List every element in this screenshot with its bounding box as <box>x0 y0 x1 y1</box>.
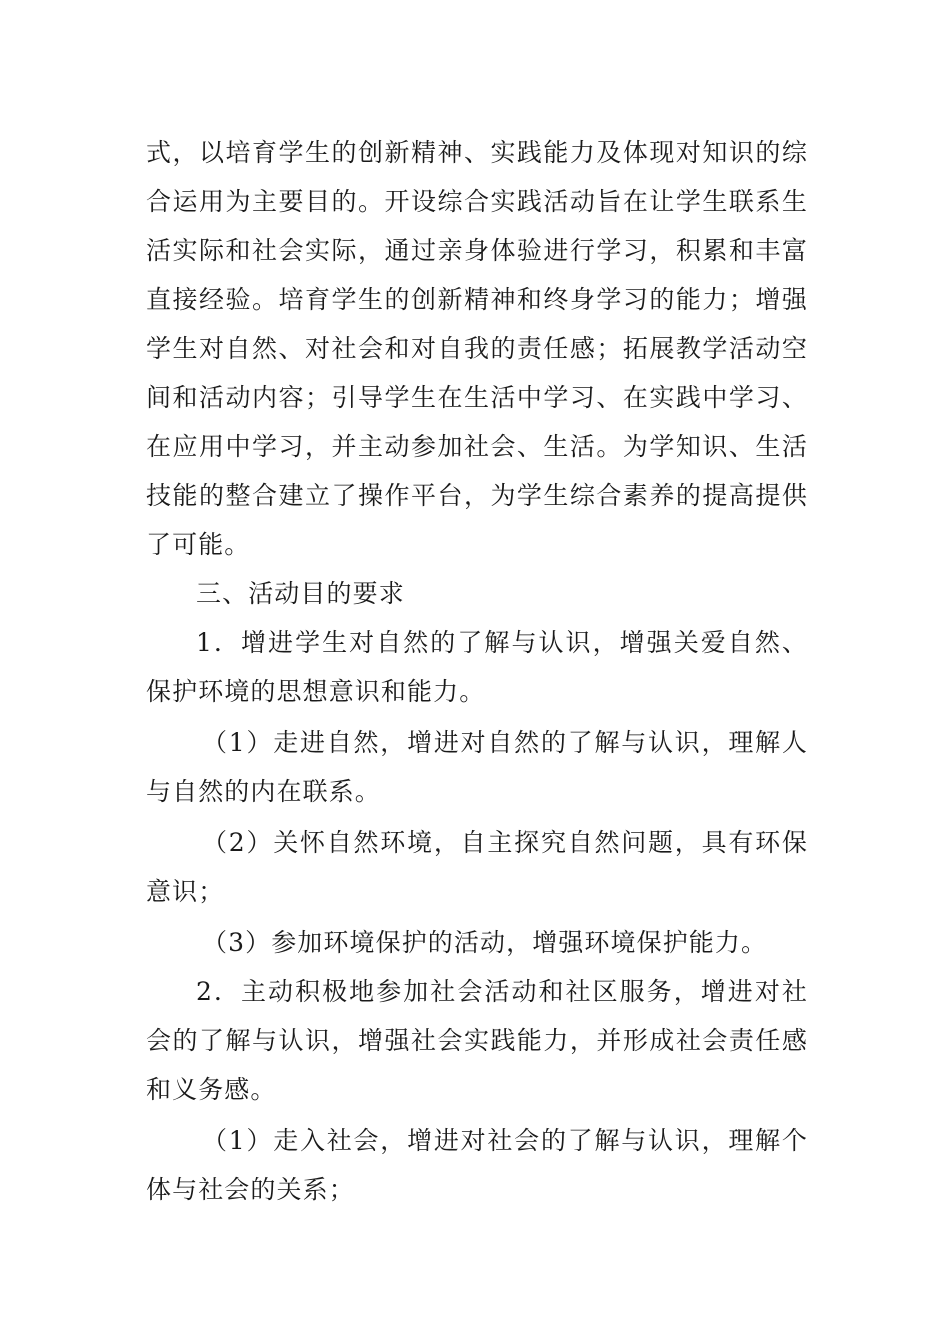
sub-item-1-3: （3）参加环境保护的活动，增强环境保护能力。 <box>202 928 768 957</box>
document-body <box>146 128 808 1214</box>
sub-item-2-1: （1）走入社会，增进对社会的了解与认识，理解个体与社会的关系； <box>146 1126 808 1204</box>
section-heading: 三、活动目的要求 <box>196 579 405 608</box>
sub-item-1-2: （2）关怀自然环境，自主探究自然问题，具有环保意识； <box>146 828 808 906</box>
list-item-1: 1．增进学生对自然的了解与认识，增强关爱自然、保护环境的思想意识和能力。 <box>146 628 808 706</box>
paragraph-continuation: 式，以培育学生的创新精神、实践能力及体现对知识的综合运用为主要目的。开设综合实践活动旨在让学生联系生活实际和社会实际，通过亲身体验进行学习，积累和丰富直接经验。培育学生的创新精神和终身学习的能力；增强学生对自然、对社会和对自我的责任感；拓展教学活动空间和活动内容；引导学生在生活中学习、在实践中学习、在应用中学习，并主动参加社会、生活。为学知识、生活技能的整合建立了操作平台，为学生综合素养的提高提供了可能。 <box>146 138 808 559</box>
list-item-2: 2．主动积极地参加社会活动和社区服务，增进对社会的了解与认识，增强社会实践能力，并形成社会责任感和义务感。 <box>146 977 808 1104</box>
sub-item-1-1: （1）走进自然，增进对自然的了解与认识，理解人与自然的内在联系。 <box>146 728 808 806</box>
